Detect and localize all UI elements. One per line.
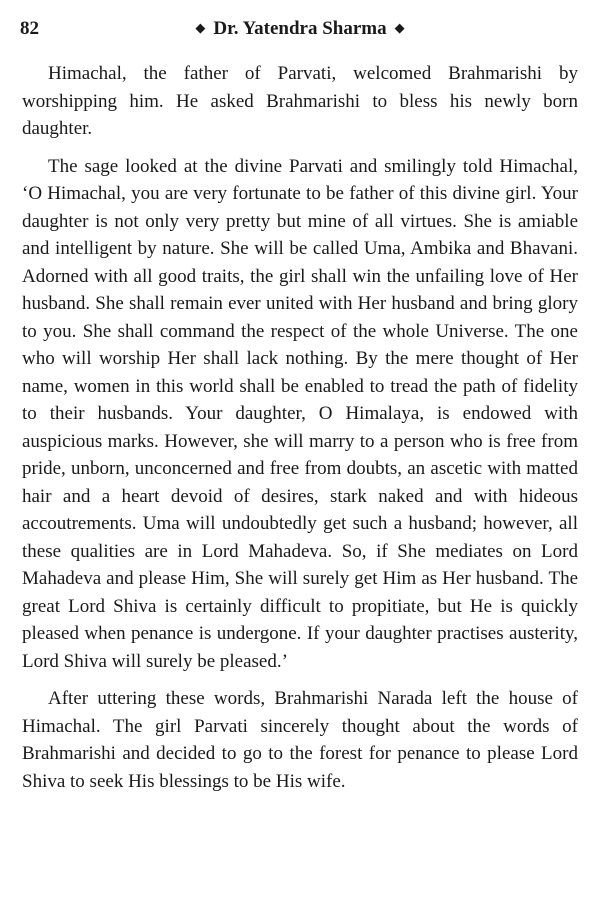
page-header [20,18,580,44]
diamond-ornament-left: ◆ [195,20,206,35]
paragraph-2: The sage looked at the divine Parvati and smilingly told Himachal, ‘O Himachal, you are very fortunate to be father of this divine girl. Your daughter is not only very pretty but mine of all virtues. She is amiable and intelligent by nature. She will be called Uma, Ambika and Bhavani. Adorned with all good traits, the girl shall win the unfailing love of Her husband. She shall remain ever united with Her husband and bring glory to you. She shall command the respect of the whole Universe. The one who will worship Her shall lack nothing. By the mere thought of Her name, women in this world shall be enabled to tread the path of fidelity to their husbands. Your daughter, O Himalaya, is endowed with auspicious marks. However, she will marry to a person who is free from pride, unborn, unconcerned and free from doubts, an ascetic with matted hair and a heart devoid of desires, stark naked and with hideous accoutrements. Uma will undoubtedly get such a husband; however, all these qualities are in Lord Mahadeva. So, if She mediates on Lord Mahadeva and please Him, She will surely get Him as Her husband. The great Lord Shiva is certainly difficult to propitiate, but He is quickly pleased when penance is undergone. If your daughter practises austerity, Lord Shiva will surely be pleased.’ [22,155,578,672]
paragraph-1: Himachal, the father of Parvati, welcomed Brahmarishi by worshipping him. He asked Brahmarishi to bless his newly born daughter. [22,63,578,139]
page-number: 82 [20,18,39,39]
paragraph-3: After uttering these words, Brahmarishi Narada left the house of Himachal. The girl Parvati sincerely thought about the words of Brahmarishi and decided to go to the forest for penance to please Lord Shiva to seek His blessings to be His wife. [22,688,578,792]
author-name: Dr. Yatendra Sharma [213,18,387,39]
body-text [22,60,578,805]
running-head [20,18,580,40]
diamond-ornament-right: ◆ [394,20,405,35]
